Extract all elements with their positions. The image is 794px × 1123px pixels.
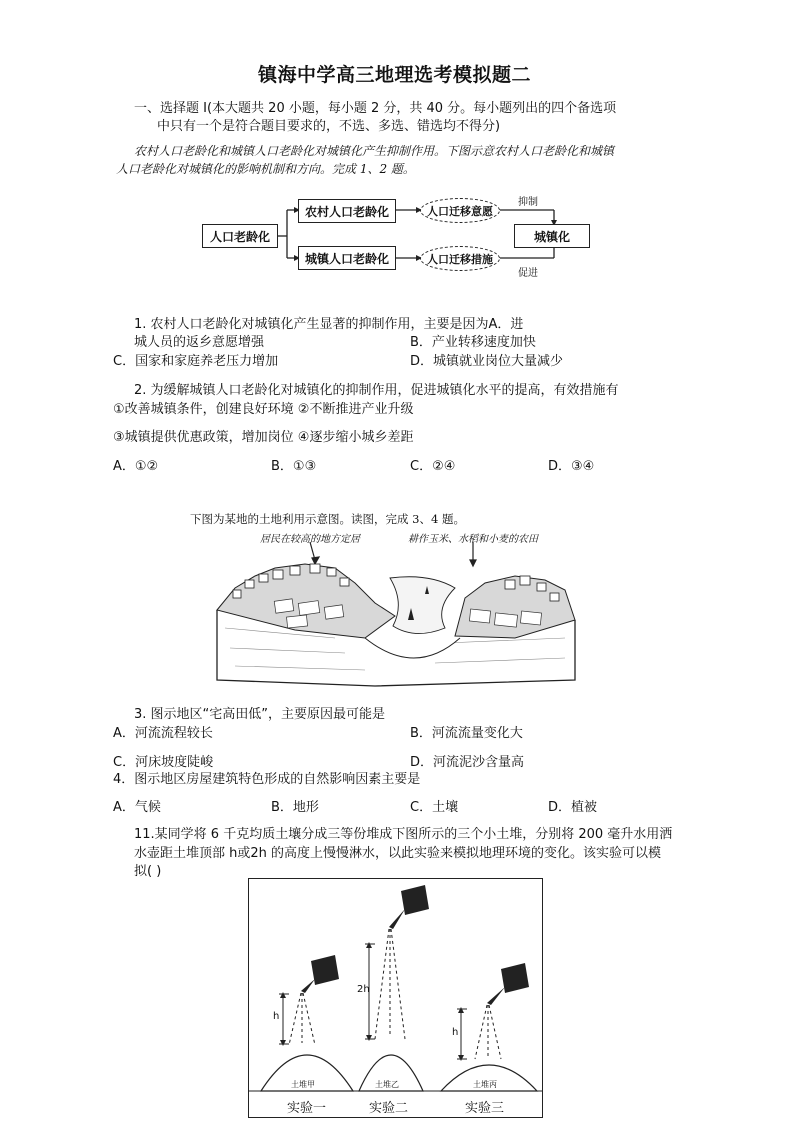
q4-stem: 4．图示地区房屋建筑特色形成的自然影响因素主要是 — [113, 772, 421, 787]
q11-line2: 水壶距土堆顶部 h或2h 的高度上慢慢淋水，以此实验来模拟地理环境的变化。该实验可以模 — [134, 846, 662, 861]
label-settlement-high: 居民在较高的地方定居 — [260, 534, 360, 545]
experiment-label-1: 实验一 — [287, 1101, 327, 1116]
q3-option-a: A．河流流程较长 — [113, 726, 213, 741]
experiment-figure — [248, 878, 543, 1118]
intro1-line1: 农村人口老龄化和城镇人口老龄化对城镇化产生抑制作用。下图示意农村人口老龄化和城镇 — [134, 144, 615, 158]
q2-option-b: B．①③ — [271, 459, 317, 474]
q2-option-a: A．①② — [113, 459, 159, 474]
pile-label-2: 土堆乙 — [375, 1080, 399, 1089]
section-header-line2: 中只有一个是符合题目要求的，不选、多选、错选均不得分) — [157, 119, 501, 134]
label-inhibit: 抑制 — [518, 197, 538, 208]
q2-option-d: D．③④ — [548, 459, 595, 474]
q4-option-c: C．土壤 — [410, 800, 459, 815]
height-label-1: h — [273, 1011, 280, 1022]
experiment-label-2: 实验二 — [369, 1101, 409, 1116]
label-farmland: 耕作玉米、水稻和小麦的农田 — [408, 534, 538, 545]
q1-option-d: D．城镇就业岗位大量减少 — [410, 354, 564, 369]
q4-option-d: D．植被 — [548, 800, 598, 815]
land-use-figure — [215, 528, 580, 693]
box-urbanization: 城镇化 — [514, 224, 590, 248]
q3-option-c: C．河床坡度陡峻 — [113, 755, 214, 770]
landscape-illustration — [215, 528, 580, 693]
intro2: 下图为某地的土地利用示意图。读图，完成 3、4 题。 — [190, 512, 465, 526]
q4-option-a: A．气候 — [113, 800, 161, 815]
label-promote: 促进 — [518, 268, 538, 279]
oval-migration-measures: 人口迁移措施 — [420, 246, 500, 271]
box-population-aging: 人口老龄化 — [202, 224, 278, 248]
aging-diagram — [200, 190, 600, 280]
q11-line3: 拟( ) — [134, 864, 162, 879]
box-urban-aging: 城镇人口老龄化 — [298, 246, 396, 270]
q1-option-a: 城人员的返乡意愿增强 — [134, 335, 265, 350]
pile-label-3: 土堆丙 — [473, 1080, 497, 1089]
oval-migration-willingness: 人口迁移意愿 — [420, 198, 500, 223]
q3-option-b: B．河流流量变化大 — [410, 726, 523, 741]
section-header-line1: 一、选择题 Ⅰ(本大题共 20 小题，每小题 2 分，共 40 分。每小题列出的四个备选项 — [134, 101, 617, 116]
q1-option-c: C．国家和家庭养老压力增加 — [113, 354, 279, 369]
intro1-line2: 人口老龄化对城镇化的影响机制和方向。完成 1、2 题。 — [116, 162, 415, 176]
q3-stem: 3. 图示地区“宅高田低”，主要原因最可能是 — [134, 707, 386, 722]
experiment-label-3: 实验三 — [465, 1101, 505, 1116]
box-rural-aging: 农村人口老龄化 — [298, 199, 396, 223]
q3-option-d: D．河流泥沙含量高 — [410, 755, 525, 770]
height-label-2: 2h — [357, 984, 370, 995]
q2-option-c: C．②④ — [410, 459, 456, 474]
q2-choices-line2: ③城镇提供优惠政策，增加岗位 ④逐步缩小城乡差距 — [113, 430, 414, 445]
q1-stem: 1. 农村人口老龄化对城镇化产生显著的抑制作用，主要是因为A．进 — [134, 317, 524, 332]
page-title: 镇海中学高三地理选考模拟题二 — [258, 64, 532, 86]
pile-label-1: 土堆甲 — [291, 1080, 315, 1089]
q2-stem: 2. 为缓解城镇人口老龄化对城镇化的抑制作用，促进城镇化水平的提高，有效措施有 — [134, 383, 619, 398]
q2-choices-line1: ①改善城镇条件，创建良好环境 ②不断推进产业升级 — [113, 402, 414, 417]
height-label-3: h — [452, 1027, 459, 1038]
q4-option-b: B．地形 — [271, 800, 319, 815]
q11-line1: 11.某同学将 6 千克均质土壤分成三等份堆成下图所示的三个小土堆，分别将 200 毫升水用洒 — [134, 827, 673, 842]
q1-option-b: B．产业转移速度加快 — [410, 335, 536, 350]
